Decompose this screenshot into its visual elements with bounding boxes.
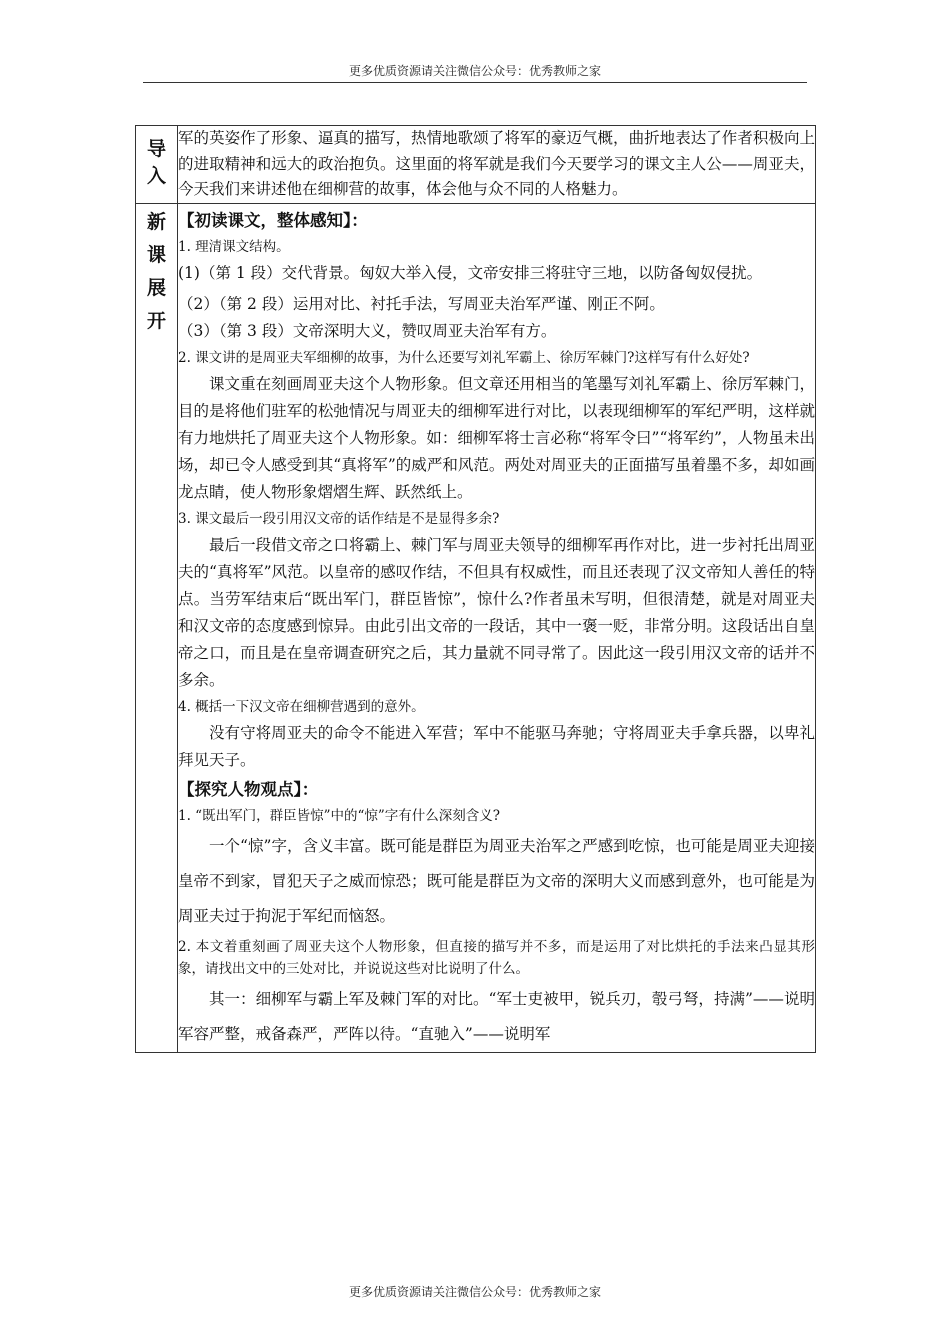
question-1: 1. 理清课文结构。 [178, 238, 290, 255]
new-lesson-label: 新课展开 [146, 210, 166, 332]
section-heading-inquiry: 【探究人物观点】： [178, 779, 319, 799]
inquiry-question-2: 2. 本文着重刻画了周亚夫这个人物形象，但直接的描写并不多，而是运用了对比烘托的手法来凸显其形象，请找出文中的三处对比，并说说这些对比说明了什么。 [178, 938, 815, 977]
new-lesson-label-cell [136, 203, 178, 1052]
answer-3: 最后一段借文帝之口将霸上、棘门军与周亚夫领导的细柳军再作对比，进一步衬托出周亚夫的“真将军”风范。以皇帝的感叹作结，不但具有权威性，而且还表现了汉文帝知人善任的特点。当劳军结束后“既出军门，群臣皆惊”，惊什么?作者虽未写明，但很清楚，就是对周亚夫和汉文帝的态度感到惊异。由此引出文帝的一段话，其中一褒一贬，非常分明。这段话出自皇帝之口，而且是在皇帝调查研究之后，其力量就不同寻常了。因此这一段引用汉文帝的话并不多余。 [178, 535, 815, 689]
lesson-plan-table [135, 125, 816, 1053]
section-heading-reading: 【初读课文，整体感知】： [178, 210, 368, 230]
intro-label-cell [136, 126, 178, 204]
inquiry-question-1: 1. “既出军门，群臣皆惊”中的“惊”字有什么深刻含义? [178, 807, 501, 824]
question-3: 3. 课文最后一段引用汉文帝的话作结是不是显得多余? [178, 510, 500, 527]
question-2: 2. 课文讲的是周亚夫军细柳的故事，为什么还要写刘礼军霸上、徐厉军棘门?这样写有什么好处? [178, 349, 750, 366]
intro-row [136, 126, 816, 204]
answer-4: 没有守将周亚夫的命令不能进入军营；军中不能驱马奔驰；守将周亚夫手拿兵器，以卑礼拜见天子。 [178, 723, 815, 769]
page-footer: 更多优质资源请关注微信公众号：优秀教师之家 [348, 1285, 601, 1299]
intro-label: 导入 [146, 138, 166, 187]
structure-item-1: (1)（第 1 段）交代背景。匈奴大举入侵，文帝安排三将驻守三地，以防备匈奴侵扰。 [178, 263, 763, 282]
structure-item-3: （3）（第 3 段）文帝深明大义，赞叹周亚夫治军有方。 [178, 321, 557, 340]
new-lesson-content-cell [178, 203, 816, 1052]
intro-content-cell [178, 126, 816, 204]
inquiry-answer-1: 一个“惊”字，含义丰富。既可能是群臣为周亚夫治军之严感到吃惊，也可能是周亚夫迎接皇帝不到家，冒犯天子之威而惊恐；既可能是群臣为文帝的深明大义而感到意外，也可能是为周亚夫过于拘泥于军纪而恼怒。 [178, 836, 815, 925]
intro-text: 军的英姿作了形象、逼真的描写，热情地歌颂了将军的豪迈气概，曲折地表达了作者积极向上的进取精神和远大的政治抱负。这里面的将军就是我们今天要学习的课文主人公——周亚夫，今天我们来讲述他在细柳营的故事，体会他与众不同的人格魅力。 [178, 129, 815, 198]
header-rule [143, 82, 807, 83]
structure-item-2: （2）（第 2 段）运用对比、衬托手法，写周亚夫治军严谨、刚正不阿。 [178, 294, 665, 313]
inquiry-answer-2: 其一：细柳军与霸上军及棘门军的对比。“军士吏被甲，锐兵刃，彀弓弩，持满”——说明军容严整，戒备森严，严阵以待。“直驰入”——说明军 [178, 989, 815, 1043]
answer-2: 课文重在刻画周亚夫这个人物形象。但文章还用相当的笔墨写刘礼军霸上、徐厉军棘门，目的是将他们驻军的松弛情况与周亚夫的细柳军进行对比，以表现细柳军的军纪严明，这样就有力地烘托了周亚夫这个人物形象。如：细柳军将士言必称“将军令曰”“将军约”，人物虽未出场，却已令人感受到其“真将军”的威严和风范。两处对周亚夫的正面描写虽着墨不多，却如画龙点睛，使人物形象熠熠生辉、跃然纸上。 [178, 374, 815, 501]
new-lesson-row [136, 203, 816, 1052]
question-4: 4. 概括一下汉文帝在细柳营遇到的意外。 [178, 698, 425, 715]
page-header: 更多优质资源请关注微信公众号：优秀教师之家 [348, 64, 601, 78]
